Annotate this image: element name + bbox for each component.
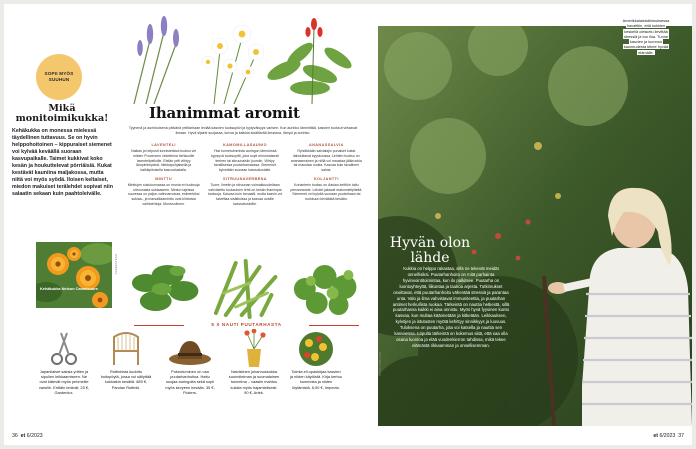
photo-credit: GARDENTEAM	[115, 254, 118, 275]
badge-text: SOPII MYÖS SUUHUN	[44, 71, 74, 82]
product-scissors	[38, 329, 90, 395]
magazine-spread	[4, 4, 692, 445]
sidebar-body: Kehäkukka on monessa mielessä täydellinen tuttavuus. Se on hyvin helppohoitoinen – kippuraiset siemenet voi kylvää keväällä suoraan kasvupaikalle. Taimet kukkivat koko kesän ja houkuttelevat pörriäisiä. Kukat kestävät kauniina maljakossa, mutta niitä voi myös syödä. Iloisen keltaiset, miedon makuiset terälehdet sopivat niin salaatin sekaan kuin paahtoleivälle.	[12, 128, 113, 198]
herb-name: SITRUUNAVERBENA	[223, 176, 267, 181]
mint-photo	[126, 253, 203, 319]
herb-entry	[207, 177, 282, 207]
product-text: Pukeutuminen on osa puutarhanhoitoa. Hattu suojaa auringolta sekä sopii myös kevyeen kesään. 35 €, Flokers.	[165, 369, 215, 395]
herb-entry	[126, 143, 201, 173]
flower-vase-icon	[237, 329, 271, 367]
herb-description: Tuore, limetin ja sitruunan voimakkuudeltaan vahvistettu tuoksuinen lehti on kesän ihanimpia tuoksuja. Kasvaa kuin tomaatti, mutta kasvin voi talvettaa sisätiloissa ja kasvaa uusille kasvualustoille.	[207, 182, 283, 207]
product-book	[290, 329, 342, 390]
badge	[36, 54, 82, 100]
salvia-bunch	[265, 18, 355, 104]
herb-name: KAMOMILLASAUNIO	[223, 143, 267, 147]
page-folio-left	[12, 433, 43, 439]
herb-description: Yksi tunnetuimmista auringon lämmössä kypsyvä tuoksuyrtti, joka sopii erinomaisesti teehen tai sitruunaisiin juomiin. Viihtyy tavallisessa puutarhamaassa. Siemenet kylvetään suoraan kasvualustalle.	[211, 149, 279, 173]
herb-photo-row	[126, 253, 364, 319]
page-number: 36	[12, 433, 18, 439]
product-chair	[100, 329, 152, 390]
calendula-illustration	[36, 242, 112, 308]
main-title: Ihanimmat aromit	[149, 104, 300, 122]
product-text: Naivistinen juhannuskukka suunnitelman ja suomalainen tunnelma – vaasiin mahtuu kukkia myös hajamielisesti. 90 €, Artek.	[228, 369, 280, 395]
issue: 6/2023	[26, 433, 43, 439]
sun-hat-icon	[168, 337, 212, 367]
intro-text: Tyynenä ja aurinkoisena päivänä yrttitarhaan leviää kasvien tuoksupilvi ja tyytyväisyys varisee. Kun aurinko lämmittää, kasvien tuoksut virtaavat ilmaan. Hyvä sijainti suojassa, kuivat ja kalkkia sisältävää ilmastoa, lämpö ja aurinko.	[128, 126, 358, 135]
product-text: Toimia eli opaskirjaa kasvien ja niiden käytöstä. Kirja kertoo luonnosta ja niiden löytämistä, 6,50 €, Impecta.	[290, 369, 342, 390]
product-text: Rottinkista kudottu hoitopöytä, jossa voi säilyttää kukkiakin kesällä. 689 €, Parolan Rottinki.	[100, 369, 152, 390]
herb-description: Ryhdikkään salvialajin punaiset kukat ilahduttavat syyskuussa. Lehtien tuoksu on ananasmainen ja niillä voi maustaa jälkiruokia tai maustaa ruokia. Kasvaa kuin tavallinen salvia.	[290, 149, 362, 173]
feature-title: Hyvän olon lähde	[389, 235, 471, 267]
left-page	[4, 4, 372, 445]
herb-name: KOLJANTTI	[313, 176, 339, 181]
lavender-bunch	[134, 16, 179, 104]
page-number: 37	[678, 433, 684, 439]
herb-name: ANANASSALVIA	[308, 143, 344, 147]
chamomile-bunch	[202, 25, 264, 104]
herb-grid	[126, 143, 364, 207]
photo-credit: TEKSTI ANNE LIND	[379, 352, 382, 377]
herb-description: Korianterin tuoksu on Aasian keittiön tuttu perusmauste. Lehdet jakavat makumielipiteitä. Siemenet voi kylvää suoraan puutarhaan tai ruukkuun keväästä kesään.	[290, 182, 363, 202]
lemon-verbena-photo	[206, 253, 283, 319]
herb-entry	[207, 143, 282, 173]
product-vase	[228, 329, 280, 395]
issue: 6/2023	[659, 433, 676, 439]
callout-text: Amerikkalaistutkimuksessa havaittiin, että kukkien keskellä oleskelu lievittää stressiä ja tuo iloa. Tunne kasvien ja luonnon kauneudesta tekee hyvää elämälle.	[622, 18, 670, 55]
page-folio-right	[653, 433, 684, 439]
herb-header-illustration	[124, 10, 362, 104]
photo-caption: Kehäkukka Nelson Camelcuore	[40, 286, 98, 291]
sidebar-title: Mikä monitoimikukka!	[15, 103, 109, 125]
product-row	[34, 329, 364, 429]
right-page	[378, 4, 692, 445]
herb-name: LAVENTELI	[151, 143, 176, 147]
magazine-logo: et	[653, 433, 658, 439]
scissors-icon	[47, 331, 81, 367]
herb-entry	[126, 177, 201, 207]
herb-entry	[289, 143, 364, 173]
section-rule	[309, 325, 359, 326]
callout-box	[620, 18, 672, 55]
gardener-photo	[378, 26, 692, 426]
gardener-illustration	[378, 26, 692, 426]
product-text: Japanilaiset saksia yrttien ja sipulien leikkaamiseen. Ne ovat kätevät myös pehmeille varsille. Erittäin terävät, 25 €, Gardenlux.	[38, 369, 90, 395]
product-hat	[164, 329, 216, 395]
rattan-chair-icon	[106, 329, 146, 367]
herb-entry	[289, 177, 364, 207]
herb-description: Minttujen sukukunnassa on monia eri tuoksuja sitruunasta suklaaseen. Mintun lajeissa suuressa on paljon valinnanvaraa, esimerkiksi suklaa-, ja marsalkkaminttu ovat kiintoisia vaihtoehtoja. Monivuotinen.	[127, 182, 200, 207]
calendula-photo	[36, 242, 112, 308]
herb-description: Naikas ja helposti tunnistettava tuoksu vie mielen Provencen violetteina hehkuville laventelipelloille. Etelän yrtti viihtyy lämpimimpänä, hiekkapohjaisella ja kalkkipitoisella kasvualustalla.	[131, 149, 197, 173]
garden-book-icon	[297, 329, 335, 367]
coriander-photo	[287, 253, 364, 319]
feature-body: Kukkia on helppo rakastaa, sillä ne tekevät meidät onnellisiksi. Puutarhanhoito on mitä parhainta hyvinvointitoimintaa, kun ilo palkitsee. Puutarha on luontoyhteyttä, liikuntaa ja taukoa arjesta. Tutkimukset osoittavat, että puutarhanhoito vähentää stressiä ja parantaa unta. Valo ja ilma vahvistavat immuniteettia, ja puutarhan antimet herkullista ruokaa. Tärkeintä on nauttia hetkestä, sillä puutarhassa kaikki ei aina onnistu. Myös hyvä fyysinen kunto kasvaa, kun multaa käännetään ja kitketään. Leikkauksen, kylvöjen ja istutusten myötä kehittyy sinnikkyys ja luovuus. Tuloksena on puutarha, jota voi katsella ja nauttia sen kasvaessa. Lopulta tärkeintä on kokemus siitä, että saa olla osana luontoa ja elää vuodenkierron tahdissa, mikä tekee elämästä rikkaamman ja onnellisemman.	[392, 266, 510, 348]
section-label: 5 X NAUTI PUUTARHASTA	[211, 322, 282, 327]
magazine-logo: et	[20, 433, 26, 439]
herb-name: MINTTU	[155, 176, 173, 181]
